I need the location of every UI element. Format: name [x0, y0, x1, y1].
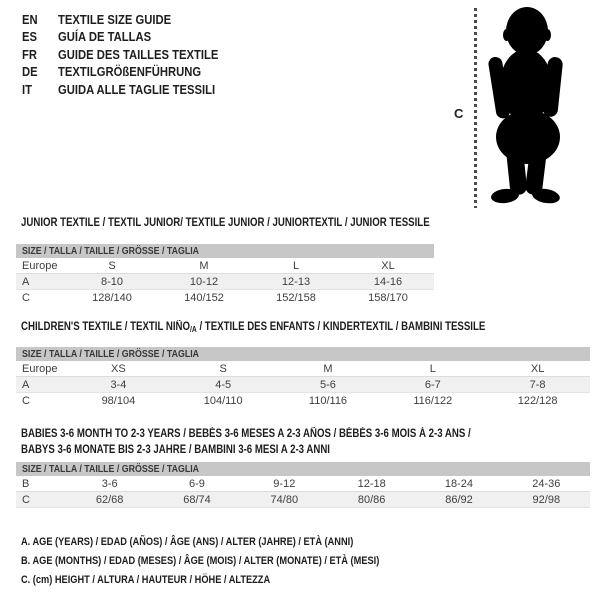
row-label: C: [16, 492, 66, 508]
cell: 74/80: [241, 492, 328, 508]
language-code: IT: [22, 82, 32, 97]
cell: 80/86: [328, 492, 415, 508]
language-row-de: [22, 64, 236, 82]
cell: L: [292, 259, 300, 272]
cell: 10-12: [158, 274, 250, 290]
row-height-cm: [16, 492, 590, 508]
cell: 68/74: [153, 492, 240, 508]
cell: 6-7: [380, 377, 485, 393]
row-label: Europe: [22, 362, 58, 375]
language-row-en: [22, 11, 236, 29]
footnotes: [21, 533, 448, 590]
height-figure: [440, 0, 600, 215]
language-code: FR: [22, 47, 38, 62]
cell: 104/110: [203, 394, 243, 407]
cell: XL: [530, 362, 545, 375]
babies-size-table: [16, 462, 590, 508]
cell: 24-36: [532, 477, 561, 490]
language-code: EN: [22, 12, 38, 27]
language-row-fr: [22, 46, 236, 64]
cell: 4-5: [171, 377, 276, 393]
language-code: DE: [22, 65, 38, 80]
cell: 12-18: [357, 477, 386, 490]
language-row-it: [22, 81, 236, 99]
footnote-c: C. (cm) HEIGHT / ALTURA / HAUTEUR / HÖHE / ALTEZZA: [21, 574, 271, 586]
language-label: TEXTILGRÖßENFÜHRUNG: [58, 65, 202, 80]
footnote-a: A. AGE (YEARS) / EDAD (AÑOS) / ÂGE (ANS) / ALTER (JAHRE) / ETÀ (ANNI): [21, 536, 354, 548]
cell: 116/122: [413, 394, 453, 407]
cell: 128/140: [92, 291, 132, 304]
size-header-row: [16, 244, 434, 258]
cell: 92/98: [503, 492, 590, 508]
cell: 158/170: [368, 291, 408, 304]
babies-section-title: BABIES 3-6 MONTH TO 2-3 YEARS / BEBÉS 3-6 MESES A 2-3 AÑOS / BÉBÉS 3-6 MOIS À 2-3 ANS / BABYS 3-6 MONATE BIS 2-3 JAHRE / BAMBINI 3-6 MESI A 2-3 ANNI: [21, 428, 471, 456]
row-age-months: [16, 476, 590, 492]
cell: 86/92: [415, 492, 502, 508]
cell: XL: [381, 259, 395, 272]
cell: M: [323, 362, 333, 375]
junior-section-title: JUNIOR TEXTILE / TEXTIL JUNIOR/ TEXTILE JUNIOR / JUNIORTEXTIL / JUNIOR TESSILE: [21, 217, 430, 229]
cell: 62/68: [66, 492, 153, 508]
cell: 122/128: [517, 394, 558, 407]
cell: 12-13: [250, 274, 342, 290]
language-code: ES: [22, 30, 38, 45]
height-measure-label: C: [454, 106, 464, 121]
row-label: C: [22, 291, 30, 304]
row-label: C: [22, 394, 30, 407]
language-row-es: [22, 29, 236, 47]
footnote-b: B. AGE (MONTHS) / EDAD (MESES) / ÂGE (MOIS) / ALTER (MONATE) / ETÀ (MESI): [21, 555, 380, 567]
language-list: [22, 11, 236, 99]
cell: 110/116: [308, 394, 348, 407]
size-header-cell: SIZE / TALLA / TAILLE / GRÖSSE / TAGLIA: [16, 244, 434, 258]
cell: 140/152: [184, 291, 224, 304]
cell: M: [199, 259, 209, 272]
size-header-cell: SIZE / TALLA / TAILLE / GRÖSSE / TAGLIA: [16, 347, 590, 361]
cell: 7-8: [485, 377, 590, 393]
cell: 5-6: [276, 377, 381, 393]
subscript: /A: [190, 325, 197, 334]
children-size-table: [16, 347, 590, 408]
row-europe: [16, 258, 434, 274]
row-label: Europe: [22, 259, 58, 272]
size-header-row: [16, 347, 590, 361]
cell: S: [108, 259, 116, 272]
row-label: B: [22, 477, 30, 490]
row-europe: [16, 361, 590, 377]
row-age-years: [16, 377, 590, 393]
junior-size-table: [16, 244, 434, 305]
cell: 9-12: [273, 477, 296, 490]
size-header-cell: SIZE / TALLA / TAILLE / GRÖSSE / TAGLIA: [16, 462, 590, 476]
language-label: GUIDA ALLE TAGLIE TESSILI: [58, 82, 216, 97]
cell: 98/104: [101, 394, 136, 407]
height-measure-dotted-line: [474, 8, 477, 208]
row-height-cm: [16, 290, 434, 306]
language-label: GUIDE DES TAILLES TEXTILE: [58, 47, 219, 62]
language-label: TEXTILE SIZE GUIDE: [58, 12, 172, 27]
cell: 152/158: [276, 291, 316, 304]
cell: 6-9: [189, 477, 205, 490]
children-section-title: CHILDREN'S TEXTILE / TEXTIL $NIÑO_{/A}$ / TEXTILE DES ENFANTS / KINDERTEXTIL / BAMBINI TESSILE: [21, 321, 486, 334]
toddler-silhouette-icon: [478, 5, 574, 209]
cell: 18-24: [444, 477, 474, 490]
cell: S: [219, 362, 227, 375]
cell: 3-4: [66, 377, 171, 393]
cell: XS: [111, 362, 126, 375]
row-height-cm: [16, 393, 590, 409]
row-label: A: [16, 377, 66, 393]
cell: L: [429, 362, 436, 375]
row-label: A: [16, 274, 66, 290]
language-label: GUÍA DE TALLAS: [58, 30, 152, 45]
cell: 14-16: [342, 274, 434, 290]
cell: 3-6: [101, 477, 118, 490]
size-header-row: [16, 462, 590, 476]
cell: 8-10: [66, 274, 158, 290]
row-age-years: [16, 274, 434, 290]
